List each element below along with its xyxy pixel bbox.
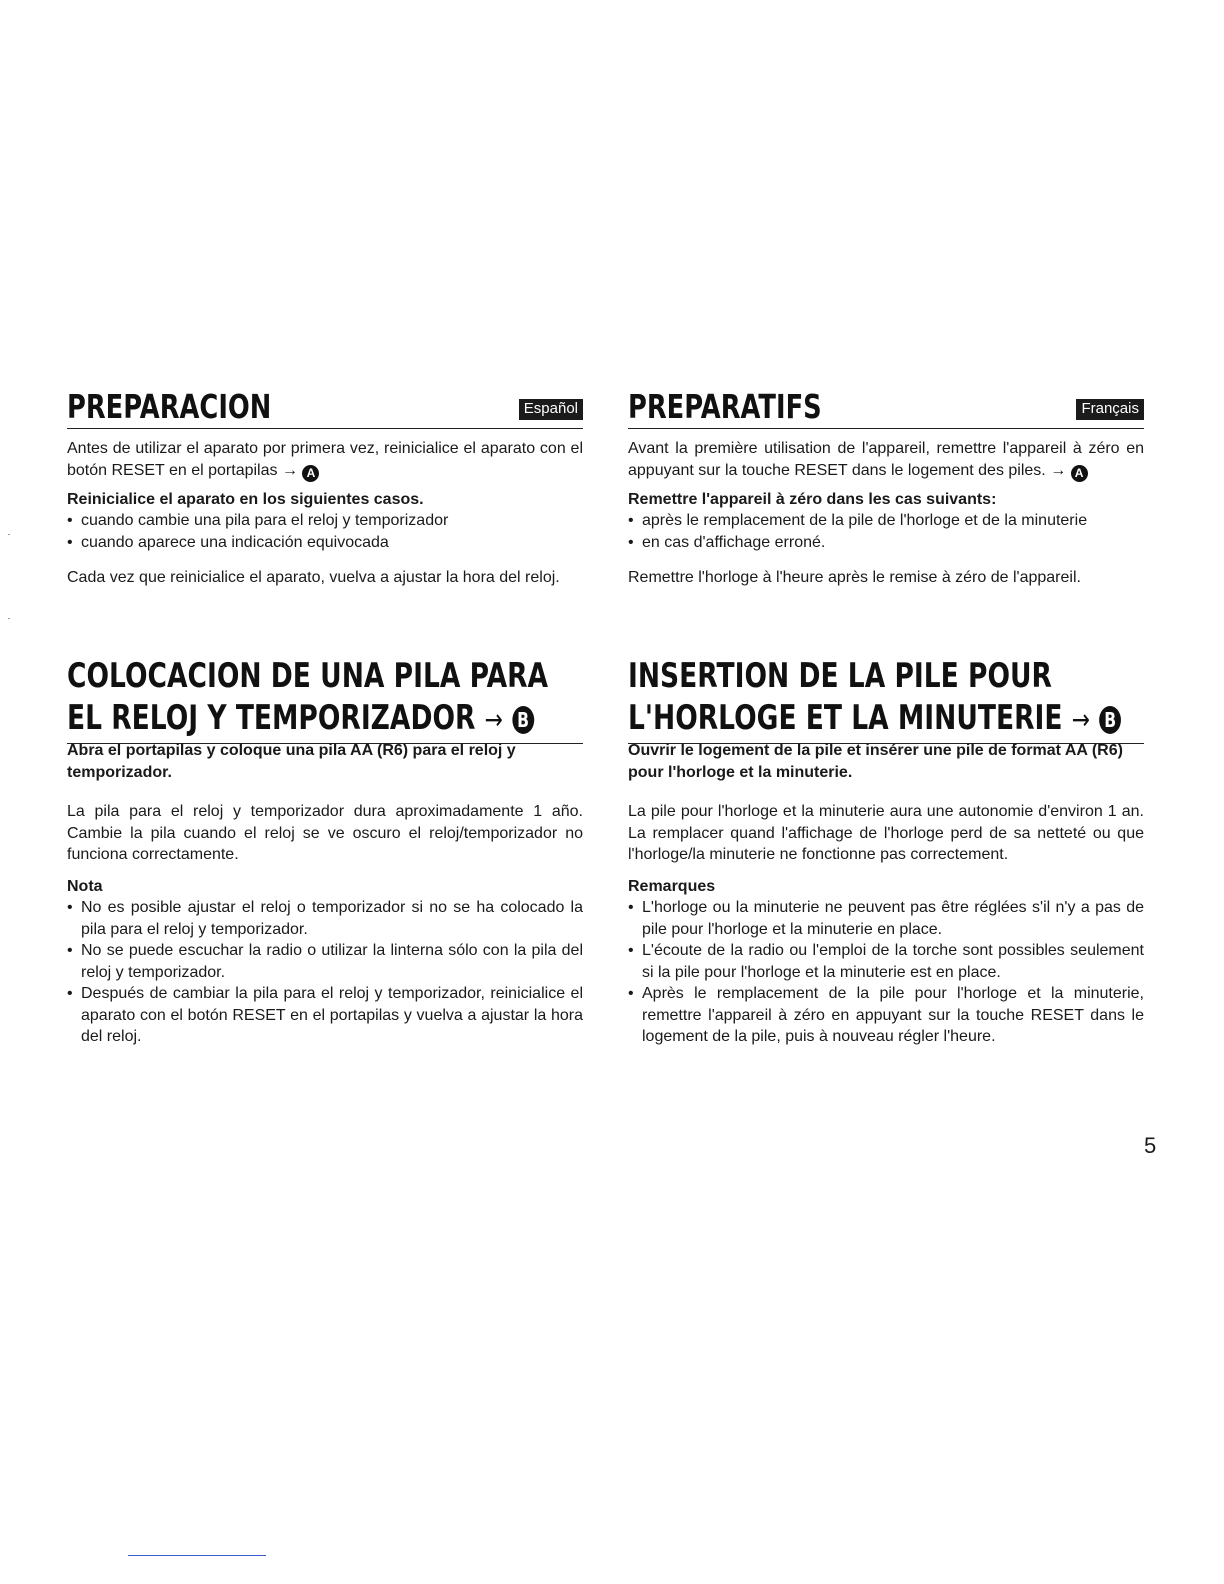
cases-list: [67, 510, 583, 553]
heading-line: EL RELOJ Y TEMPORIZADOR → B: [67, 697, 469, 741]
intro-paragraph: Avant la première utilisation de l'appareil, remettre l'appareil à zéro en appuyant sur la touche RESET dans le logement des piles. → A: [628, 440, 1144, 480]
instruction: Abra el portapilas y coloque una pila AA (R6) para el reloj y temporizador.: [67, 742, 516, 781]
section-header-preparatifs: [628, 378, 1144, 429]
section-heading-colocacion: [67, 655, 583, 744]
list-item: • L'horloge ou la minuterie ne peuvent pas être réglées s'il n'y a pas de pile pour l'horloge et la minuterie en place.: [628, 897, 1144, 940]
section-title: PREPARACION: [67, 387, 272, 426]
page-number: 5: [1144, 1133, 1157, 1158]
scan-mark: [8, 618, 10, 619]
section-title: PREPARATIFS: [628, 387, 822, 426]
list-item: • cuando aparece una indicación equivocada: [67, 532, 583, 554]
list-item: • No es posible ajustar el reloj o temporizador si no se ha colocado la pila para el reloj y temporizador.: [67, 897, 583, 940]
heading-line: L'HORLOGE ET LA MINUTERIE → B: [628, 697, 1030, 741]
cases-heading: Remettre l'appareil à zéro dans les cas suivants:: [628, 490, 997, 508]
heading-line: COLOCACION DE UNA PILA PARA: [67, 656, 549, 696]
list-item: • Después de cambiar la pila para el reloj y temporizador, reinicialice el aparato con el botón RESET en el portapilas y vuelva a ajustar la hora del reloj.: [67, 983, 583, 1048]
list-item: • en cas d'affichage erroné.: [628, 532, 1144, 554]
cases-list: [628, 510, 1144, 553]
instruction: Ouvrir le logement de la pile et insérer une pile de format AA (R6) pour l'horloge et la minuterie.: [628, 742, 1123, 781]
language-tag: Español: [519, 399, 583, 420]
ref-a-icon: A: [302, 465, 319, 482]
notes-list: [628, 897, 1144, 1048]
reset-note: Remettre l'horloge à l'heure après le remise à zéro de l'appareil.: [628, 569, 1081, 586]
battery-life: La pila para el reloj y temporizador dura aproximadamente 1 año. Cambie la pila cuando el reloj se ve oscuro el reloj/temporizador no funciona correctamente.: [67, 803, 583, 863]
list-item: • No se puede escuchar la radio o utilizar la linterna sólo con la pila del reloj y temporizador.: [67, 940, 583, 983]
section-header-preparacion: [67, 378, 583, 429]
ref-b-icon: B: [512, 706, 534, 734]
heading-line: INSERTION DE LA PILE POUR: [628, 656, 1052, 696]
footer-rule: [128, 1555, 266, 1556]
language-tag: Français: [1076, 399, 1144, 420]
battery-life: La pile pour l'horloge et la minuterie aura une autonomie d'environ 1 an. La remplacer quand l'affichage de l'horloge perd de sa netteté ou que l'horloge/la minuterie ne fonctionne pas correctement.: [628, 803, 1144, 863]
intro-paragraph: Antes de utilizar el aparato por primera vez, reinicialice el aparato con el botón RESET en el portapilas → A: [67, 440, 583, 480]
notes-heading: Nota: [67, 877, 103, 895]
list-item: • Après le remplacement de la pile pour l'horloge et la minuterie, remettre l'appareil à zéro en appuyant sur la touche RESET dans le logement de la pile, puis à nouveau régler l'heure.: [628, 983, 1144, 1048]
list-item: • cuando cambie una pila para el reloj y temporizador: [67, 510, 583, 532]
ref-b-icon: B: [1099, 706, 1121, 734]
section-heading-insertion: [628, 655, 1144, 744]
notes-heading: Remarques: [628, 877, 716, 895]
list-item: • L'écoute de la radio ou l'emploi de la torche sont possibles seulement si la pile pour l'horloge et la minuterie est en place.: [628, 940, 1144, 983]
ref-a-icon: A: [1071, 465, 1088, 482]
list-item: • après le remplacement de la pile de l'horloge et de la minuterie: [628, 510, 1144, 532]
notes-list: [67, 897, 583, 1048]
cases-heading: Reinicialice el aparato en los siguientes casos.: [67, 490, 424, 508]
scan-mark: [8, 534, 10, 535]
reset-note: Cada vez que reinicialice el aparato, vuelva a ajustar la hora del reloj.: [67, 569, 560, 586]
